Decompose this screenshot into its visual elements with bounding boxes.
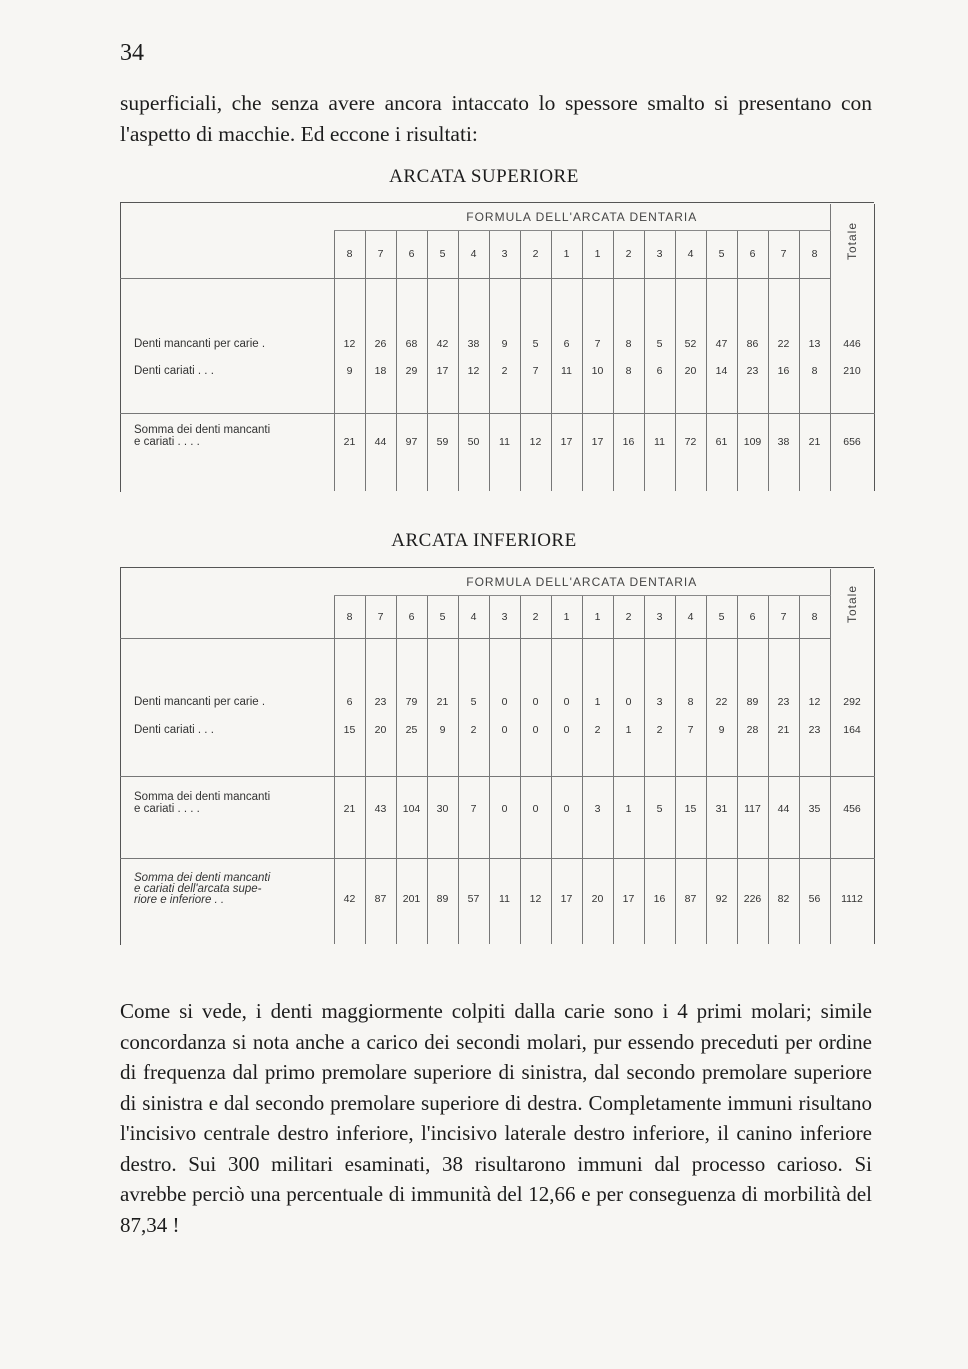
table-cell: 97 [396,413,427,491]
table-cell: 2 [582,716,613,776]
table-cell: 109 [737,413,768,491]
table-cell: 0 [489,638,520,716]
table-cell: 16 [644,858,675,944]
table-cell: 1 [582,638,613,716]
row-label: Somma dei denti mancanti e cariati dell'arcata supe- riore e inferiore . . [134,871,271,906]
table-cell: 68 [396,278,427,358]
table-cell: 31 [706,776,737,858]
tooth-header: 8 [799,595,830,638]
table-cell: 226 [737,858,768,944]
table-cell: 47 [706,278,737,358]
table-total: 1112 [830,858,874,944]
table-cell: 12 [520,413,551,491]
tooth-header: 3 [489,230,520,278]
table-cell: 20 [582,858,613,944]
table-cell: 9 [427,716,458,776]
tooth-header: 4 [675,230,706,278]
table-cell: 14 [706,358,737,413]
table-cell: 13 [799,278,830,358]
table-cell: 21 [334,413,365,491]
table-cell: 0 [551,716,582,776]
tooth-header: 4 [458,595,489,638]
tooth-header: 5 [427,230,458,278]
table-cell: 12 [520,858,551,944]
tooth-header: 7 [768,230,799,278]
tooth-header: 1 [582,230,613,278]
tooth-header: 3 [644,595,675,638]
tooth-header: 2 [613,595,644,638]
table-cell: 89 [427,858,458,944]
table-cell: 26 [365,278,396,358]
table-cell: 15 [334,716,365,776]
table-cell: 86 [737,278,768,358]
table-cell: 0 [520,638,551,716]
table-total: 210 [830,358,874,413]
table-superiore [120,204,875,491]
tooth-header: 2 [520,595,551,638]
table-cell: 22 [706,638,737,716]
table-cell: 35 [799,776,830,858]
table-cell: 3 [644,638,675,716]
table-cell: 38 [458,278,489,358]
table-cell: 0 [489,776,520,858]
table-cell: 23 [365,638,396,716]
table-cell: 5 [458,638,489,716]
table-cell: 10 [582,358,613,413]
table-cell: 0 [551,638,582,716]
table-cell: 8 [675,638,706,716]
table-cell: 79 [396,638,427,716]
table-cell: 17 [551,858,582,944]
table-cell: 12 [458,358,489,413]
table-cell: 11 [489,858,520,944]
table-cell: 20 [365,716,396,776]
tooth-header: 5 [706,595,737,638]
table-cell: 16 [768,358,799,413]
table-cell: 42 [334,858,365,944]
table-cell: 20 [675,358,706,413]
tooth-header: 8 [334,230,365,278]
table-cell: 28 [737,716,768,776]
table-total: 164 [830,716,874,776]
intro-paragraph: superficiali, che senza avere ancora intaccato lo spessore smalto si presentano con l'aspetto di macchie. Ed eccone i risultati: [120,91,872,146]
table-cell: 0 [520,716,551,776]
tooth-header: 4 [458,230,489,278]
table-cell: 1 [613,776,644,858]
table-cell: 42 [427,278,458,358]
table-cell: 7 [675,716,706,776]
tooth-header: 1 [551,230,582,278]
table-cell: 11 [644,413,675,491]
tooth-header: 1 [582,595,613,638]
tooth-header: 7 [365,230,396,278]
table-cell: 7 [458,776,489,858]
table-cell: 7 [520,358,551,413]
table-cell: 9 [334,358,365,413]
row-label: Denti cariati . . . [120,358,334,413]
table-cell: 21 [334,776,365,858]
row-label: Denti mancanti per carie . [134,338,266,350]
tooth-header: 1 [551,595,582,638]
conclusion-paragraph: Come si vede, i denti maggiormente colpiti dalla carie sono i 4 primi molari; simile concordanza si nota anche a carico dei secondi molari, pur essendo preceduti per ordine di frequenza dal primo premolare superiore di sinistra, dal secondo premolare superiore di sinistra e dal secondo premolare superiore di destra. Completamente immuni risultano l'incisivo centrale destro inferiore, l'incisivo laterale destro inferiore, il canino inferiore destro. Sui 300 militari esaminati, 38 risultarono immuni dal processo carioso. Si avrebbe perciò una percentuale di immunità del 12,66 e per conseguenza di morbilità del 87,34 ! [120,999,872,1237]
row-label: Somma dei denti mancanti e cariati . . . . [120,776,334,858]
table-cell: 21 [768,716,799,776]
table-cell: 44 [365,413,396,491]
table-total: 656 [830,413,874,491]
table-cell: 17 [613,858,644,944]
table-cell: 92 [706,858,737,944]
table-inferiore [120,569,875,944]
table-cell: 11 [489,413,520,491]
tooth-header: 7 [768,595,799,638]
table-cell: 82 [768,858,799,944]
table-cell: 25 [396,716,427,776]
table-cell: 17 [427,358,458,413]
tooth-header: 8 [334,595,365,638]
table-cell: 89 [737,638,768,716]
table-cell: 1 [613,716,644,776]
tooth-header: 4 [675,595,706,638]
table-cell: 6 [551,278,582,358]
table-cell: 0 [520,776,551,858]
table-cell: 87 [675,858,706,944]
table-cell: 21 [427,638,458,716]
table-cell: 38 [768,413,799,491]
table-total: 446 [830,278,874,358]
table-cell: 17 [551,413,582,491]
table-cell: 8 [613,358,644,413]
table-cell: 5 [644,278,675,358]
table-cell: 72 [675,413,706,491]
table-cell: 12 [799,638,830,716]
tooth-header: 5 [427,595,458,638]
table-cell: 59 [427,413,458,491]
table-cell: 56 [799,858,830,944]
total-header: Totale [830,204,874,278]
table-cell: 0 [551,776,582,858]
row-label: Somma dei denti mancanti e cariati . . . . [134,423,271,448]
table-cell: 0 [613,638,644,716]
table-total: 456 [830,776,874,858]
tooth-header: 2 [520,230,551,278]
table-title-inferiore: ARCATA INFERIORE [391,530,577,551]
table-cell: 30 [427,776,458,858]
table-cell: 16 [613,413,644,491]
table-cell: 9 [706,716,737,776]
formula-caption: FORMULA DELL'ARCATA DENTARIA [334,569,830,595]
table-frame [120,567,874,568]
table-cell: 2 [489,358,520,413]
table-total: 292 [830,638,874,716]
table-cell: 5 [520,278,551,358]
tooth-header: 2 [613,230,644,278]
tooth-header: 3 [644,230,675,278]
table-cell: 8 [613,278,644,358]
table-title-superiore: ARCATA SUPERIORE [389,166,579,187]
table-cell: 29 [396,358,427,413]
tooth-header: 3 [489,595,520,638]
total-header: Totale [830,569,874,638]
table-cell: 52 [675,278,706,358]
table-cell: 18 [365,358,396,413]
table-cell: 23 [737,358,768,413]
table-cell: 7 [582,278,613,358]
tooth-header: 6 [396,595,427,638]
table-cell: 117 [737,776,768,858]
table-frame [120,202,874,203]
tooth-header: 7 [365,595,396,638]
tooth-header: 6 [737,595,768,638]
table-cell: 11 [551,358,582,413]
table-cell: 23 [799,716,830,776]
table-cell: 61 [706,413,737,491]
table-cell: 3 [582,776,613,858]
page-number: 34 [120,40,144,66]
table-cell: 22 [768,278,799,358]
table-cell: 12 [334,278,365,358]
table-cell: 201 [396,858,427,944]
table-cell: 9 [489,278,520,358]
tooth-header: 5 [706,230,737,278]
table-cell: 2 [644,716,675,776]
table-cell: 50 [458,413,489,491]
table-cell: 44 [768,776,799,858]
row-label: Denti mancanti per carie . [134,696,266,708]
table-cell: 21 [799,413,830,491]
table-cell: 15 [675,776,706,858]
table-cell: 8 [799,358,830,413]
table-cell: 0 [489,716,520,776]
row-label: Denti cariati . . . [120,716,334,776]
table-cell: 5 [644,776,675,858]
table-cell: 17 [582,413,613,491]
table-cell: 6 [644,358,675,413]
table-cell: 23 [768,638,799,716]
table-cell: 104 [396,776,427,858]
formula-caption: FORMULA DELL'ARCATA DENTARIA [334,204,830,230]
table-cell: 2 [458,716,489,776]
table-cell: 57 [458,858,489,944]
tooth-header: 6 [396,230,427,278]
table-cell: 87 [365,858,396,944]
tooth-header: 6 [737,230,768,278]
table-cell: 6 [334,638,365,716]
table-cell: 43 [365,776,396,858]
tooth-header: 8 [799,230,830,278]
